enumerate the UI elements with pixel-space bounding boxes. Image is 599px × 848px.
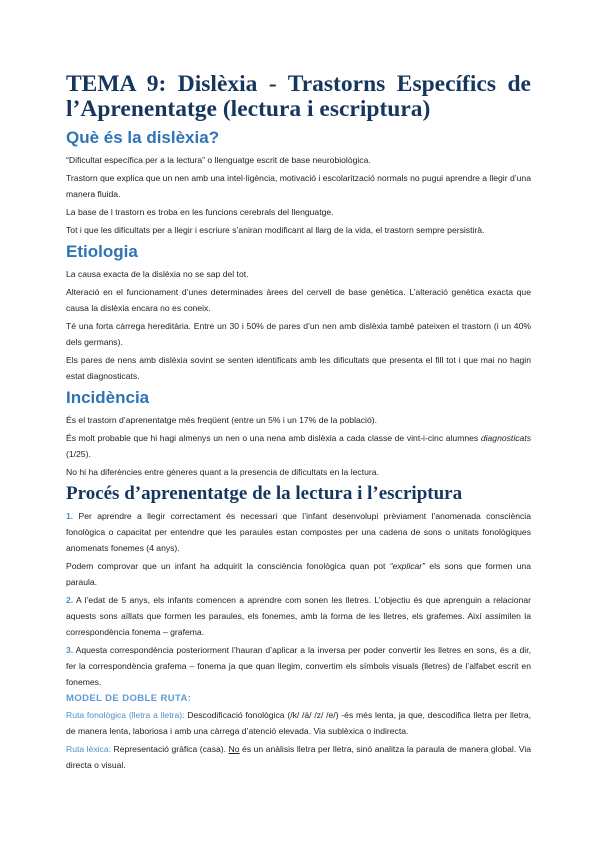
heading-etiologia: Etiologia [66,242,138,261]
item-number: 2. [66,595,74,605]
paragraph: Té una forta càrrega hereditària. Entre un 30 i 50% de pares d’un nen amb dislèxia també pateixen el trastorn (i un 40% dels germans). [66,321,531,347]
paragraph: És el trastorn d’aprenentatge més freqüent (entre un 5% i un 17% de la població). [66,415,377,425]
paragraph: Els pares de nens amb dislèxia sovint se senten identificats amb les dificultats que presenta el fill tot i que mai no hagin estat diagnosticats. [66,355,531,381]
item-number: 3. [66,645,74,655]
route-paragraph [66,741,531,773]
heading-incidencia: Incidència [66,388,150,407]
text-run: Aquesta correspondència posteriorment l’hauran d’aplicar a la inversa per poder convertir les lletres en sons, és a dir, fer la correspondència grafema – fonema ja que quan llegim, convertim els símbols visuals (lletres) de l’alfabet escrit en fonemes. [66,645,531,687]
text-run: els sons que formen una paraula. [66,561,531,587]
heading-proces: Procés d’aprenentatge de la lectura i l’escriptura [66,483,463,504]
text-run: és un anàlisis lletra per lletra, sinó analitza la paraula de manera global. Via directa o visual. [66,744,532,770]
paragraph [66,430,531,462]
emphasis: “explicar” [389,561,426,571]
paragraph: No hi ha diferències entre gèneres quant a la presencia de dificultats en la lectura. [66,467,379,477]
route-paragraph [66,707,531,739]
item-number: 1. [66,511,74,521]
paragraph: Tot i que les dificultats per a llegir i escriure s’aniran modificant al llarg de la vida, el trastorn sempre persistirà. [66,225,485,235]
paragraph: Alteració en el funcionament d’unes determinades àrees del cervell de base genètica. L’alteració genètica exacta que causa la dislèxia encara no es coneix. [66,287,531,313]
text-run: Podem comprovar que un infant ha adquirit la consciència fonològica quan pot [66,561,390,571]
numbered-paragraph [66,642,531,690]
numbered-paragraph [66,508,531,556]
route-label: Ruta fonològica (lletra a lletra): [66,710,185,720]
paragraph: La causa exacta de la dislèxia no se sap del tot. [66,269,249,279]
text-run: (1/25). [66,449,91,459]
underlined-word: No [228,744,240,754]
text-run: Descodificació fonològica (/k/ /á/ /z/ /e/) -és més lenta, ja que, descodifica lletra per lletra, de manera lenta, laboriosa i amb una càrrega d’atenció elevada. Via sublèxica o indirecta. [66,710,531,736]
route-label: Ruta lèxica: [66,744,112,754]
numbered-paragraph [66,592,531,640]
heading-que-es: Què és la dislèxia? [66,128,220,147]
paragraph [66,558,531,590]
paragraph: La base de l trastorn es troba en les funcions cerebrals del llenguatge. [66,207,334,217]
document-title: TEMA 9: Dislèxia - Trastorns Específics de l’Aprenentatge (lectura i escriptura) [66,71,531,122]
paragraph: Trastorn que explica que un nen amb una intel·ligència, motivació i escolarització normals no pugui aprendre a llegir d’una manera fluida. [66,173,531,199]
paragraph: “Dificultat específica per a la lectura” o llenguatge escrit de base neurobiològica. [66,155,371,165]
text-run: Representació gràfica (casa). [111,744,229,754]
emphasis: diagnosticats [480,433,531,443]
text-run: A l’edat de 5 anys, els infants comencen a aprendre com sonen les lletres. L’objectiu és que aprenguin a relacionar aquests sons aïllats que formen les paraules, els fonemes, amb la forma de les lletres, els grafemes. Així assimilen la correspondència fonema – grafema. [66,595,531,637]
model-heading: MODEL DE DOBLE RUTA: [66,693,192,704]
text-run: Per aprendre a llegir correctament és necessari que l’infant desenvolupi prèviament l’anomenada consciència fonològica o capacitat per entendre que les paraules estan compostes per una cadena de sons o unitats fonològiques anomenats fonemes (4 anys). [66,511,531,553]
text-run: És molt probable que hi hagi almenys un nen o una nena amb dislèxia a cada classe de vint-i-cinc alumnes [66,433,481,443]
